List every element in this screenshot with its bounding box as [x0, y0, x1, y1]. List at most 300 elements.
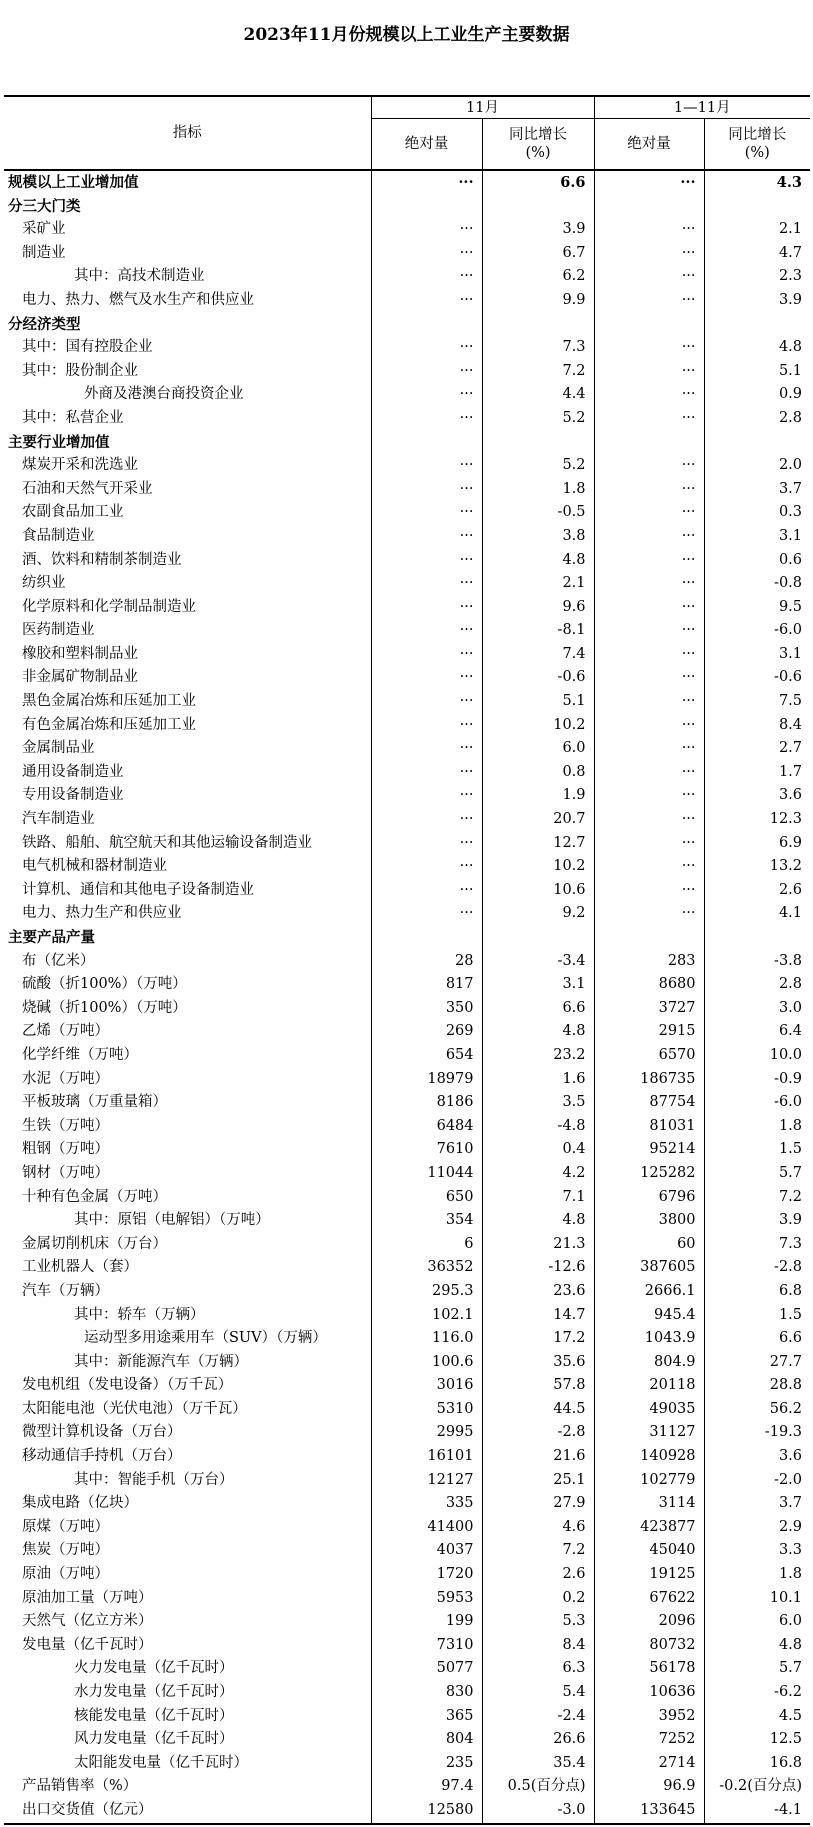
month-absolute-value: ··· — [371, 454, 482, 478]
row-label: 电力、热力生产和供应业 — [4, 902, 371, 926]
cumulative-absolute-value: 2915 — [594, 1020, 704, 1044]
cumulative-yoy-value: -2.0 — [774, 1471, 803, 1488]
row-label: 酒、饮料和精制茶制造业 — [4, 549, 371, 573]
table-row — [4, 218, 810, 242]
month-absolute-value: 335 — [371, 1492, 482, 1516]
cumulative-yoy-value: 5.7 — [778, 1164, 803, 1181]
cumulative-yoy-value: 7.3 — [778, 1235, 803, 1252]
row-label: 非金属矿物制品业 — [4, 666, 371, 690]
row-label: 原油加工量（万吨） — [4, 1587, 371, 1611]
table-row — [4, 1256, 810, 1280]
row-label: 发电量（亿千瓦时） — [4, 1634, 371, 1658]
cumulative-absolute-value: 804.9 — [594, 1351, 704, 1375]
cumulative-yoy-value: 1.5 — [778, 1306, 803, 1323]
row-label: 生铁（万吨） — [4, 1115, 371, 1139]
row-label: 采矿业 — [4, 218, 371, 242]
month-yoy-value: 8.4 — [482, 1634, 594, 1658]
month-yoy-value: 25.1 — [482, 1469, 594, 1493]
cumulative-absolute-value: 95214 — [594, 1138, 704, 1162]
cumulative-absolute-value: 102779 — [594, 1469, 704, 1493]
row-label: 太阳能电池（光伏电池）（万千瓦） — [4, 1398, 371, 1422]
month-absolute-value: 804 — [371, 1728, 482, 1752]
cumulative-yoy-value: 2.8 — [778, 976, 803, 993]
month-yoy-value: 4.8 — [482, 1020, 594, 1044]
table-row — [4, 1681, 810, 1705]
row-label: 太阳能发电量（亿千瓦时） — [4, 1752, 371, 1776]
cumulative-absolute-value: ··· — [594, 832, 704, 856]
month-yoy-value: 23.2 — [482, 1044, 594, 1068]
cumulative-yoy-value: 3.3 — [778, 1542, 803, 1559]
cumulative-yoy-value: 12.5 — [769, 1731, 803, 1748]
month-absolute-value: ··· — [371, 902, 482, 926]
cumulative-absolute-value: 283 — [594, 950, 704, 974]
cumulative-yoy-value: -6.0 — [774, 1094, 803, 1111]
cumulative-yoy-value: 2.9 — [778, 1518, 803, 1535]
row-label: 其中：新能源汽车（万辆） — [4, 1351, 371, 1375]
month-yoy-value: 17.2 — [482, 1327, 594, 1351]
month-yoy-value: 5.2 — [482, 454, 594, 478]
table-row — [4, 407, 810, 431]
month-absolute-value: 116.0 — [371, 1327, 482, 1351]
cumulative-absolute-value: 945.4 — [594, 1304, 704, 1328]
cumulative-absolute-value: 2714 — [594, 1752, 704, 1776]
table-row — [4, 1374, 810, 1398]
month-yoy-value: 21.6 — [482, 1445, 594, 1469]
month-yoy-value: 0.8 — [482, 761, 594, 785]
cumulative-yoy-value — [704, 313, 810, 337]
table-row — [4, 454, 810, 478]
table-row — [4, 1398, 810, 1422]
month-absolute-value: ··· — [371, 714, 482, 738]
cumulative-absolute-value: 19125 — [594, 1563, 704, 1587]
month-absolute-value: 199 — [371, 1610, 482, 1634]
month-absolute-value: ··· — [371, 784, 482, 808]
cumulative-yoy-value: 1.8 — [778, 1566, 803, 1583]
table-row — [4, 1610, 810, 1634]
month-yoy-value: 23.6 — [482, 1280, 594, 1304]
row-label: 火力发电量（亿千瓦时） — [4, 1657, 371, 1681]
cumulative-yoy-value: 3.6 — [778, 1448, 803, 1465]
table-row — [4, 1186, 810, 1210]
month-yoy-value: 5.2 — [482, 407, 594, 431]
month-yoy-value: 7.4 — [482, 643, 594, 667]
month-yoy-value: 1.9 — [482, 784, 594, 808]
table-row — [4, 1091, 810, 1115]
header-yoy-month: 同比增长 (%) — [482, 119, 594, 171]
cumulative-yoy-value: 5.7 — [778, 1660, 803, 1677]
month-yoy-value: -0.6 — [482, 666, 594, 690]
month-yoy-value: -3.4 — [482, 950, 594, 974]
month-absolute-value: ··· — [371, 737, 482, 761]
cumulative-absolute-value: ··· — [594, 525, 704, 549]
row-label: 微型计算机设备（万台） — [4, 1421, 371, 1445]
month-yoy-value: 1.6 — [482, 1068, 594, 1092]
row-label: 风力发电量（亿千瓦时） — [4, 1728, 371, 1752]
month-absolute-value: 11044 — [371, 1162, 482, 1186]
month-yoy-value — [482, 195, 594, 219]
cumulative-yoy-value: -6.2 — [774, 1684, 803, 1700]
table-row — [4, 1587, 810, 1611]
month-absolute-value: ··· — [371, 265, 482, 289]
cumulative-yoy-value: 2.3 — [778, 268, 803, 285]
table-row — [4, 1563, 810, 1587]
table-row — [4, 501, 810, 525]
table-row — [4, 1799, 810, 1824]
cumulative-absolute-value: ··· — [594, 808, 704, 832]
month-absolute-value: 354 — [371, 1209, 482, 1233]
cumulative-yoy-value: -19.3 — [764, 1424, 803, 1441]
table-row — [4, 737, 810, 761]
cumulative-absolute-value: 387605 — [594, 1256, 704, 1280]
month-absolute-value: ··· — [371, 501, 482, 525]
month-absolute-value: ··· — [371, 832, 482, 856]
cumulative-yoy-value: 0.9 — [778, 386, 803, 403]
table-row — [4, 242, 810, 266]
month-absolute-value: 235 — [371, 1752, 482, 1776]
month-yoy-value — [482, 313, 594, 337]
table-row — [4, 1327, 810, 1351]
row-label: 十种有色金属（万吨） — [4, 1186, 371, 1210]
row-label: 水泥（万吨） — [4, 1068, 371, 1092]
cumulative-yoy-value: 4.1 — [778, 905, 803, 922]
cumulative-absolute-value — [594, 195, 704, 219]
table-row — [4, 596, 810, 620]
row-label: 金属制品业 — [4, 737, 371, 761]
month-yoy-value: 35.6 — [482, 1351, 594, 1375]
month-absolute-value: 97.4 — [371, 1775, 482, 1799]
cumulative-absolute-value: ··· — [594, 501, 704, 525]
row-label: 医药制造业 — [4, 619, 371, 643]
table-row — [4, 360, 810, 384]
row-label: 金属切削机床（万台） — [4, 1233, 371, 1257]
table-row — [4, 1445, 810, 1469]
row-label: 移动通信手持机（万台） — [4, 1445, 371, 1469]
cumulative-yoy-value: 3.9 — [778, 291, 803, 308]
month-absolute-value: 817 — [371, 973, 482, 997]
month-absolute-value: 1720 — [371, 1563, 482, 1587]
header-absolute-cumulative: 绝对量 — [594, 119, 704, 171]
row-label: 原油（万吨） — [4, 1563, 371, 1587]
month-absolute-value: 102.1 — [371, 1304, 482, 1328]
cumulative-absolute-value: 133645 — [594, 1799, 704, 1824]
month-yoy-value: 10.2 — [482, 855, 594, 879]
table-row — [4, 549, 810, 573]
month-absolute-value: ··· — [371, 666, 482, 690]
row-label: 煤炭开采和洗选业 — [4, 454, 371, 478]
table-row — [4, 643, 810, 667]
cumulative-yoy-value: 3.1 — [778, 645, 803, 662]
row-label: 石油和天然气开采业 — [4, 478, 371, 502]
month-absolute-value: ··· — [371, 407, 482, 431]
cumulative-yoy-value: 1.7 — [778, 763, 803, 780]
month-absolute-value: 650 — [371, 1186, 482, 1210]
month-yoy-value: -2.8 — [482, 1421, 594, 1445]
cumulative-yoy-value: 2.7 — [778, 740, 803, 757]
month-yoy-value: 2.1 — [482, 572, 594, 596]
month-absolute-value: ··· — [371, 360, 482, 384]
cumulative-yoy-value: 3.0 — [778, 999, 803, 1016]
month-yoy-value: 12.7 — [482, 832, 594, 856]
cumulative-yoy-value: -0.6 — [774, 669, 803, 686]
row-label: 其中：股份制企业 — [4, 360, 371, 384]
row-label: 天然气（亿立方米） — [4, 1610, 371, 1634]
row-label: 分三大门类 — [4, 195, 371, 219]
cumulative-absolute-value: 3114 — [594, 1492, 704, 1516]
month-absolute-value: ··· — [371, 855, 482, 879]
month-yoy-value: -4.8 — [482, 1115, 594, 1139]
month-yoy-value: 4.8 — [482, 1209, 594, 1233]
table-row — [4, 383, 810, 407]
table-row — [4, 289, 810, 313]
cumulative-yoy-value: 7.5 — [778, 693, 803, 710]
table-row — [4, 572, 810, 596]
header-absolute-month: 绝对量 — [371, 119, 482, 171]
cumulative-absolute-value: 186735 — [594, 1068, 704, 1092]
cumulative-yoy-value: 4.5 — [778, 1707, 803, 1724]
table-body — [4, 170, 810, 1824]
table-row — [4, 997, 810, 1021]
table-row — [4, 265, 810, 289]
row-label: 黑色金属冶炼和压延加工业 — [4, 690, 371, 714]
table-row — [4, 1138, 810, 1162]
month-absolute-value: ··· — [371, 879, 482, 903]
row-label: 水力发电量（亿千瓦时） — [4, 1681, 371, 1705]
table-row — [4, 973, 810, 997]
cumulative-yoy-value: 0.6 — [778, 551, 803, 568]
month-absolute-value: ··· — [371, 170, 482, 195]
table-row — [4, 1304, 810, 1328]
month-absolute-value: 2995 — [371, 1421, 482, 1445]
cumulative-yoy-value: 12.3 — [769, 811, 803, 828]
cumulative-yoy-value: -6.0 — [774, 622, 803, 639]
month-yoy-value: 6.2 — [482, 265, 594, 289]
cumulative-yoy-value: 1.8 — [778, 1117, 803, 1134]
cumulative-absolute-value: ··· — [594, 170, 704, 195]
row-label: 其中：智能手机（万台） — [4, 1469, 371, 1493]
cumulative-absolute-value — [594, 313, 704, 337]
row-label: 工业机器人（套） — [4, 1256, 371, 1280]
month-absolute-value: 18979 — [371, 1068, 482, 1092]
month-yoy-value: 3.9 — [482, 218, 594, 242]
header-indicator: 指标 — [4, 96, 371, 170]
cumulative-yoy-value: -4.1 — [704, 1799, 810, 1824]
month-yoy-value: 5.3 — [482, 1610, 594, 1634]
month-absolute-value — [371, 926, 482, 950]
row-label: 焦炭（万吨） — [4, 1539, 371, 1563]
cumulative-absolute-value: ··· — [594, 242, 704, 266]
month-yoy-value: 9.9 — [482, 289, 594, 313]
cumulative-yoy-value: 0.3 — [778, 504, 803, 521]
row-label: 烧碱（折100%）（万吨） — [4, 997, 371, 1021]
cumulative-absolute-value: ··· — [594, 549, 704, 573]
row-label: 有色金属冶炼和压延加工业 — [4, 714, 371, 738]
cumulative-yoy-value: -3.8 — [774, 952, 803, 969]
month-absolute-value: 36352 — [371, 1256, 482, 1280]
month-absolute-value: 28 — [371, 950, 482, 974]
month-absolute-value: 5077 — [371, 1657, 482, 1681]
cumulative-yoy-value: 2.0 — [778, 457, 803, 474]
page-title: 2023年11月份规模以上工业生产主要数据 — [243, 25, 570, 45]
cumulative-yoy-value: 6.4 — [778, 1023, 803, 1040]
row-label: 原煤（万吨） — [4, 1516, 371, 1540]
month-yoy-value: 6.3 — [482, 1657, 594, 1681]
cumulative-absolute-value: 423877 — [594, 1516, 704, 1540]
month-yoy-value: -0.5 — [482, 501, 594, 525]
row-label: 其中：私营企业 — [4, 407, 371, 431]
table-row — [4, 1469, 810, 1493]
month-yoy-value — [482, 926, 594, 950]
cumulative-absolute-value: 10636 — [594, 1681, 704, 1705]
row-label: 农副食品加工业 — [4, 501, 371, 525]
month-yoy-value: 0.4 — [482, 1138, 594, 1162]
table-row — [4, 808, 810, 832]
cumulative-absolute-value: ··· — [594, 478, 704, 502]
cumulative-absolute-value: 81031 — [594, 1115, 704, 1139]
cumulative-absolute-value: 2666.1 — [594, 1280, 704, 1304]
row-label: 乙烯（万吨） — [4, 1020, 371, 1044]
month-yoy-value: 5.1 — [482, 690, 594, 714]
cumulative-absolute-value: ··· — [594, 879, 704, 903]
row-label: 硫酸（折100%）（万吨） — [4, 973, 371, 997]
cumulative-yoy-value: 6.9 — [778, 834, 803, 851]
header-period-month: 11月 — [371, 96, 594, 119]
cumulative-absolute-value: 125282 — [594, 1162, 704, 1186]
cumulative-absolute-value: 3952 — [594, 1705, 704, 1729]
cumulative-absolute-value: ··· — [594, 407, 704, 431]
cumulative-yoy-value: 56.2 — [769, 1400, 803, 1417]
cumulative-yoy-value: -0.8 — [774, 575, 803, 592]
cumulative-yoy-value: 2.6 — [778, 881, 803, 898]
row-label: 平板玻璃（万重量箱） — [4, 1091, 371, 1115]
month-yoy-value: -3.0 — [482, 1799, 594, 1824]
cumulative-yoy-value: 16.8 — [769, 1754, 803, 1771]
month-yoy-value: 0.5(百分点) — [482, 1775, 594, 1799]
table-row — [4, 690, 810, 714]
month-yoy-value: 1.8 — [482, 478, 594, 502]
month-absolute-value: ··· — [371, 690, 482, 714]
table-row — [4, 1657, 810, 1681]
cumulative-absolute-value: 49035 — [594, 1398, 704, 1422]
cumulative-yoy-value: 28.8 — [769, 1377, 803, 1394]
cumulative-absolute-value: ··· — [594, 218, 704, 242]
cumulative-yoy-value: 10.0 — [769, 1046, 803, 1063]
month-absolute-value: ··· — [371, 619, 482, 643]
cumulative-absolute-value: 6796 — [594, 1186, 704, 1210]
row-label: 主要行业增加值 — [4, 431, 371, 455]
header-yoy-cumulative: 同比增长 (%) — [704, 119, 810, 171]
row-label: 汽车（万辆） — [4, 1280, 371, 1304]
row-label: 运动型多用途乘用车（SUV）（万辆） — [4, 1327, 371, 1351]
row-label: 产品销售率（%） — [4, 1775, 371, 1799]
month-yoy-value: 7.3 — [482, 336, 594, 360]
month-yoy-value: 35.4 — [482, 1752, 594, 1776]
cumulative-absolute-value: ··· — [594, 454, 704, 478]
cumulative-yoy-value: 5.1 — [778, 362, 803, 379]
month-yoy-value: 20.7 — [482, 808, 594, 832]
cumulative-absolute-value — [594, 926, 704, 950]
month-absolute-value: 41400 — [371, 1516, 482, 1540]
table-row — [4, 1492, 810, 1516]
row-label: 出口交货值（亿元） — [4, 1799, 371, 1824]
cumulative-absolute-value: 2096 — [594, 1610, 704, 1634]
cumulative-absolute-value: 3727 — [594, 997, 704, 1021]
table-row — [4, 313, 810, 337]
month-absolute-value: ··· — [371, 289, 482, 313]
table-row — [4, 619, 810, 643]
month-yoy-value: 6.6 — [482, 170, 594, 195]
table-row — [4, 478, 810, 502]
row-label: 集成电路（亿块） — [4, 1492, 371, 1516]
month-yoy-value: 5.4 — [482, 1681, 594, 1705]
header-period-cumulative: 1—11月 — [594, 96, 810, 119]
row-label: 外商及港澳台商投资企业 — [4, 383, 371, 407]
row-label: 汽车制造业 — [4, 808, 371, 832]
month-yoy-value — [482, 431, 594, 455]
cumulative-absolute-value: 87754 — [594, 1091, 704, 1115]
table-row — [4, 761, 810, 785]
table-row — [4, 926, 810, 950]
table-row — [4, 784, 810, 808]
month-absolute-value: ··· — [371, 549, 482, 573]
month-absolute-value: 4037 — [371, 1539, 482, 1563]
table-row — [4, 1351, 810, 1375]
cumulative-absolute-value: 140928 — [594, 1445, 704, 1469]
cumulative-yoy-value: 2.1 — [778, 221, 803, 238]
month-absolute-value: 295.3 — [371, 1280, 482, 1304]
cumulative-absolute-value: ··· — [594, 666, 704, 690]
row-label: 电气机械和器材制造业 — [4, 855, 371, 879]
cumulative-absolute-value: ··· — [594, 784, 704, 808]
month-absolute-value: ··· — [371, 478, 482, 502]
cumulative-yoy-value: 3.1 — [778, 527, 803, 544]
cumulative-yoy-value: 3.7 — [778, 480, 803, 497]
month-absolute-value: 100.6 — [371, 1351, 482, 1375]
cumulative-yoy-value: 6.8 — [778, 1282, 803, 1299]
industrial-data-table — [4, 95, 810, 1825]
cumulative-yoy-value: 1.5 — [778, 1141, 803, 1158]
month-absolute-value: 5310 — [371, 1398, 482, 1422]
cumulative-absolute-value — [594, 431, 704, 455]
table-row — [4, 431, 810, 455]
row-label: 布（亿米） — [4, 950, 371, 974]
month-absolute-value: 12580 — [371, 1799, 482, 1824]
cumulative-absolute-value: ··· — [594, 714, 704, 738]
month-absolute-value: ··· — [371, 242, 482, 266]
row-label: 其中：轿车（万辆） — [4, 1304, 371, 1328]
cumulative-absolute-value: 56178 — [594, 1657, 704, 1681]
month-yoy-value: 3.8 — [482, 525, 594, 549]
month-yoy-value: 4.2 — [482, 1162, 594, 1186]
month-absolute-value: ··· — [371, 643, 482, 667]
month-absolute-value: 6 — [371, 1233, 482, 1257]
month-absolute-value — [371, 195, 482, 219]
cumulative-yoy-value: -2.8 — [774, 1259, 803, 1276]
month-absolute-value: 269 — [371, 1020, 482, 1044]
cumulative-absolute-value: 3800 — [594, 1209, 704, 1233]
row-label: 制造业 — [4, 242, 371, 266]
table-row — [4, 525, 810, 549]
month-yoy-value: 6.6 — [482, 997, 594, 1021]
month-yoy-value: 6.0 — [482, 737, 594, 761]
row-label: 通用设备制造业 — [4, 761, 371, 785]
cumulative-absolute-value: ··· — [594, 596, 704, 620]
month-yoy-value: -8.1 — [482, 619, 594, 643]
cumulative-yoy-value: 4.8 — [778, 1636, 803, 1653]
cumulative-yoy-value — [704, 926, 810, 950]
cumulative-yoy-value: 6.0 — [778, 1613, 803, 1630]
table-row — [4, 1728, 810, 1752]
table-row — [4, 714, 810, 738]
